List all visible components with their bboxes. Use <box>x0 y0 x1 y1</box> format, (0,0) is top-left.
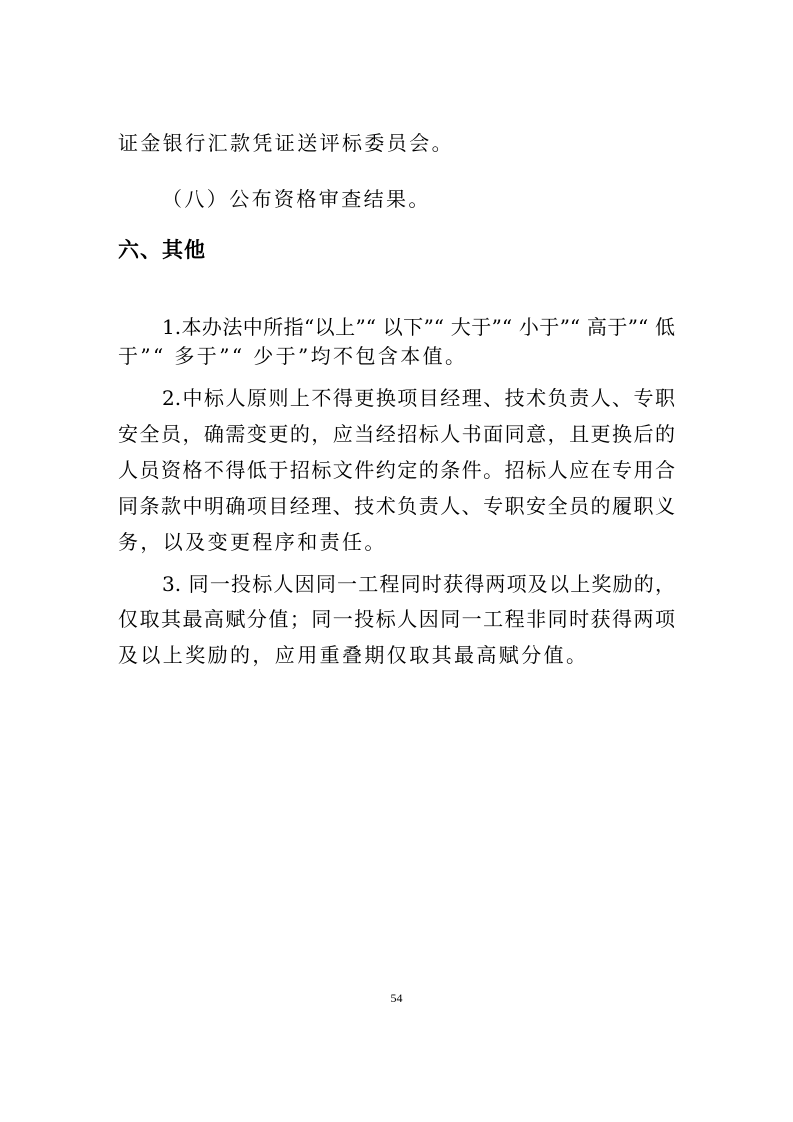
section-heading: 六、其他 <box>118 238 206 262</box>
item-3-line-3: 及以上奖励的，应用重叠期仅取其最高赋分值。 <box>118 643 589 667</box>
item-3-line-1: 3. 同一投标人因同一工程同时获得两项及以上奖励的， <box>162 572 675 596</box>
page-number: 54 <box>390 991 403 1005</box>
paragraph-line-continuation: 证金银行汇款凭证送评标委员会。 <box>118 131 454 155</box>
item-2-line-4: 同条款中明确项目经理、技术负责人、专职安全员的履职义 <box>118 494 675 518</box>
item-1-line-2: 于”“ 多于”“ 少于”均不包含本值。 <box>118 344 468 368</box>
item-2-line-3: 人员资格不得低于招标文件约定的条件。招标人应在专用合 <box>118 458 675 482</box>
paragraph-line-step-8: （八）公布资格审查结果。 <box>162 187 431 211</box>
item-2-line-5: 务，以及变更程序和责任。 <box>118 530 387 554</box>
item-1-line-1: 1.本办法中所指“以上”“ 以下”“ 大于”“ 小于”“ 高于”“ 低 <box>162 315 675 339</box>
item-2-line-1: 2.中标人原则上不得更换项目经理、技术负责人、专职 <box>162 386 675 410</box>
item-2-line-2: 安全员，确需变更的，应当经招标人书面同意，且更换后的 <box>118 422 675 446</box>
item-3-line-2: 仅取其最高赋分值；同一投标人因同一工程非同时获得两项 <box>118 607 675 631</box>
